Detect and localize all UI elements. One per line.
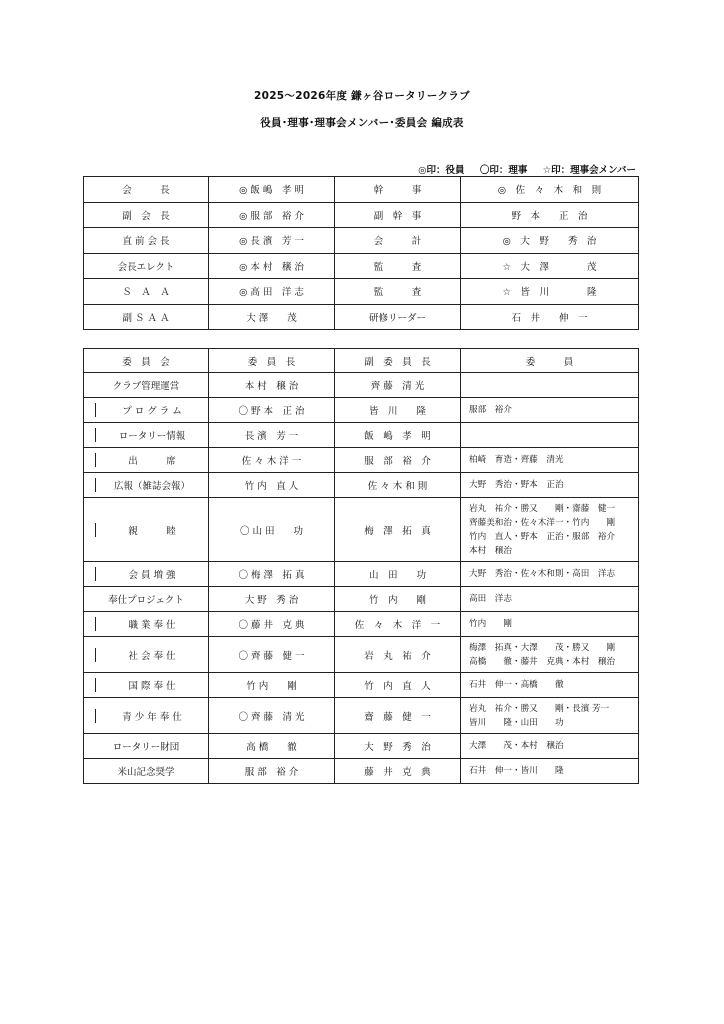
committee-vice-chair: 藤 井 克 典 [335, 759, 461, 784]
committee-name-label: 広報（雑誌会報） [113, 481, 190, 492]
committee-name [84, 673, 209, 698]
committee-members [461, 398, 639, 423]
committee-name-label: 会 員 増 強 [128, 570, 176, 581]
legend-board-member: ☆印：理事会メンバー [542, 165, 636, 176]
header-chair: 委 員 長 [209, 349, 335, 373]
committee-vice-chair: 齊 藤 清 光 [335, 373, 461, 398]
committee-name [84, 448, 209, 473]
legend-director: 〇印：理事 [479, 165, 528, 176]
officer-row [84, 253, 639, 279]
committee-name: 奉仕プロジェクト [84, 587, 209, 612]
committee-vice-chair: 大 野 秀 治 [335, 734, 461, 759]
committee-vice-chair: 梅 澤 拓 真 [335, 498, 461, 562]
page-subtitle: 役員･理事･理事会メンバー･委員会 編成表 [260, 117, 464, 129]
officer-role: 副 会 長 [84, 202, 209, 228]
committee-name: クラブ管理運営 [84, 373, 209, 398]
committee-name [84, 562, 209, 587]
committee-members [461, 759, 639, 784]
committee-members [461, 498, 639, 562]
committees-table [83, 348, 639, 784]
committee-vice-chair: 岩 丸 祐 介 [335, 637, 461, 673]
committee-vice-chair: 竹 内 剛 [335, 587, 461, 612]
committee-name: ロータリー財団 [84, 734, 209, 759]
committee-chair: 〇 藤 井 克 典 [209, 612, 335, 637]
committee-members [461, 673, 639, 698]
committee-chair: 竹 内 剛 [209, 673, 335, 698]
committee-row [84, 498, 639, 562]
committee-name [84, 423, 209, 448]
committee-members [461, 698, 639, 734]
officer-name-2: ☆ 皆 川 隆 [461, 279, 639, 305]
committee-name-label: 出 席 [128, 456, 176, 467]
committee-row [84, 612, 639, 637]
committee-vice-chair: 皆 川 隆 [335, 398, 461, 423]
officer-name-2: ☆ 大 澤 茂 [461, 253, 639, 279]
officer-role-2: 監 査 [335, 253, 461, 279]
committee-row [84, 673, 639, 698]
committee-row [84, 637, 639, 673]
committee-chair: 〇 齊 藤 清 光 [209, 698, 335, 734]
committee-members [461, 612, 639, 637]
officer-role: 副 Ｓ Ａ Ａ [84, 304, 209, 330]
committee-chair: 〇 梅 澤 拓 真 [209, 562, 335, 587]
committee-name-label: 社 会 奉 仕 [128, 650, 176, 662]
officer-row [84, 177, 639, 203]
legend-officer: ◎印：役員 [418, 165, 465, 176]
officer-role: Ｓ Ａ Ａ [84, 279, 209, 305]
committee-row [84, 398, 639, 423]
committee-row [84, 587, 639, 612]
committee-vice-chair: 佐 々 木 洋 一 [335, 612, 461, 637]
committee-name [84, 698, 209, 734]
committee-member-line: 皆川 隆・山田 功 [469, 717, 564, 728]
committee-name: 米山記念奨学 [84, 759, 209, 784]
committee-name [84, 637, 209, 673]
committee-member-line: 大澤 茂・本村 穣治 [469, 741, 564, 751]
officer-row [84, 228, 639, 254]
officer-role-2: 副 幹 事 [335, 202, 461, 228]
officer-name: ◎ 飯 嶋 孝 明 [209, 177, 335, 203]
committee-member-line: 服部 裕介 [469, 405, 512, 415]
committee-row [84, 698, 639, 734]
officer-role-2: 監 査 [335, 279, 461, 305]
officer-role: 会長エレクト [84, 253, 209, 279]
committee-name-label: 国 際 奉 仕 [128, 681, 176, 692]
officer-role-2: 研修リーダー [335, 304, 461, 330]
committee-vice-chair: 齋 藤 健 一 [335, 698, 461, 734]
page-title: 2025～2026年度 鎌ヶ谷ロータリークラブ [253, 90, 470, 102]
committee-chair: 〇 野 本 正 治 [209, 398, 335, 423]
committee-member-line: 石井 伸一・皆川 隆 [469, 766, 564, 776]
officer-name: ◎ 高 田 洋 志 [209, 279, 335, 305]
committee-vice-chair: 竹 内 直 人 [335, 673, 461, 698]
committee-member-line: 本村 穣治 [469, 545, 512, 556]
officer-role-2: 幹 事 [335, 177, 461, 203]
committee-row [84, 759, 639, 784]
committee-member-line: 岩丸 祐介・勝又 剛・齋藤 健一 [469, 503, 616, 514]
committee-row [84, 562, 639, 587]
committee-members [461, 587, 639, 612]
officer-name: 大 澤 茂 [209, 304, 335, 330]
committee-name-label: プ ロ グ ラ ム [122, 406, 182, 417]
officer-name: ◎ 長 濱 芳 一 [209, 228, 335, 254]
officer-row [84, 202, 639, 228]
committee-member-line: 高橋 徹・藤井 克典・本村 穣治 [469, 656, 616, 667]
committee-chair: 大 野 秀 治 [209, 587, 335, 612]
committee-row [84, 448, 639, 473]
officer-name-2: ◎ 大 野 秀 治 [461, 228, 639, 254]
committee-member-line: 竹内 直人・野本 正治・服部 裕介 [469, 531, 616, 542]
committee-name-label: 親 睦 [128, 525, 176, 537]
header-committee: 委 員 会 [84, 349, 209, 373]
officers-table [83, 176, 639, 330]
committee-members [461, 562, 639, 587]
committee-chair: 高 橋 徹 [209, 734, 335, 759]
committee-members [461, 448, 639, 473]
committee-vice-chair: 服 部 裕 介 [335, 448, 461, 473]
committee-member-line: 大野 秀治・佐々木和則・高田 洋志 [469, 569, 616, 579]
committee-member-line: 柏崎 育造・齊藤 清光 [469, 455, 564, 465]
committee-members [461, 473, 639, 498]
committee-name [84, 473, 209, 498]
committee-member-line: 岩丸 祐介・勝又 剛・長濱 芳一 [469, 703, 610, 714]
committee-name [84, 612, 209, 637]
committee-chair: 〇 山 田 功 [209, 498, 335, 562]
officer-role-2: 会 計 [335, 228, 461, 254]
committee-member-line: 石井 伸一・高橋 徹 [469, 680, 564, 690]
officer-row [84, 279, 639, 305]
committee-name-label: 職 業 奉 仕 [128, 620, 176, 631]
committee-members [461, 423, 639, 448]
officer-role: 会 長 [84, 177, 209, 203]
committee-name-label: 青 少 年 奉 仕 [122, 711, 182, 723]
committee-chair: 佐 々 木 洋 一 [209, 448, 335, 473]
committee-chair: 本 村 穣 治 [209, 373, 335, 398]
committee-name [84, 398, 209, 423]
officer-name-2: ◎ 佐 々 木 和 則 [461, 177, 639, 203]
committee-name [84, 498, 209, 562]
committee-chair: 〇 齊 藤 健 一 [209, 637, 335, 673]
committee-vice-chair: 飯 嶋 孝 明 [335, 423, 461, 448]
committee-vice-chair: 佐 々 木 和 則 [335, 473, 461, 498]
committee-row [84, 423, 639, 448]
officer-name: ◎ 服 部 裕 介 [209, 202, 335, 228]
committee-member-line: 梅澤 拓真・大澤 茂・勝又 剛 [469, 642, 616, 653]
committee-member-line: 大野 秀治・野本 正治 [469, 480, 564, 490]
officer-role: 直 前 会 長 [84, 228, 209, 254]
committee-members [461, 637, 639, 673]
header-members: 委 員 [461, 349, 639, 373]
committee-member-line: 高田 洋志 [469, 594, 512, 604]
committee-row [84, 373, 639, 398]
legend [406, 162, 636, 176]
committee-row [84, 473, 639, 498]
officer-row [84, 304, 639, 330]
officer-name: ◎ 本 村 穣 治 [209, 253, 335, 279]
committee-chair: 服 部 裕 介 [209, 759, 335, 784]
committee-members [461, 734, 639, 759]
committee-header-row [84, 349, 639, 373]
officer-name-2: 石 井 伸 一 [461, 304, 639, 330]
officer-name-2: 野 本 正 治 [461, 202, 639, 228]
committee-chair: 竹 内 直 人 [209, 473, 335, 498]
committee-row [84, 734, 639, 759]
committee-member-line: 竹内 剛 [469, 619, 512, 629]
committee-member-line: 齊藤美和治・佐々木洋一・竹内 剛 [469, 517, 616, 528]
committee-vice-chair: 山 田 功 [335, 562, 461, 587]
committee-chair: 長 濱 芳 一 [209, 423, 335, 448]
committee-members [461, 373, 639, 398]
committee-name-label: ロータリー情報 [118, 431, 186, 442]
header-vice-chair: 副 委 員 長 [335, 349, 461, 373]
